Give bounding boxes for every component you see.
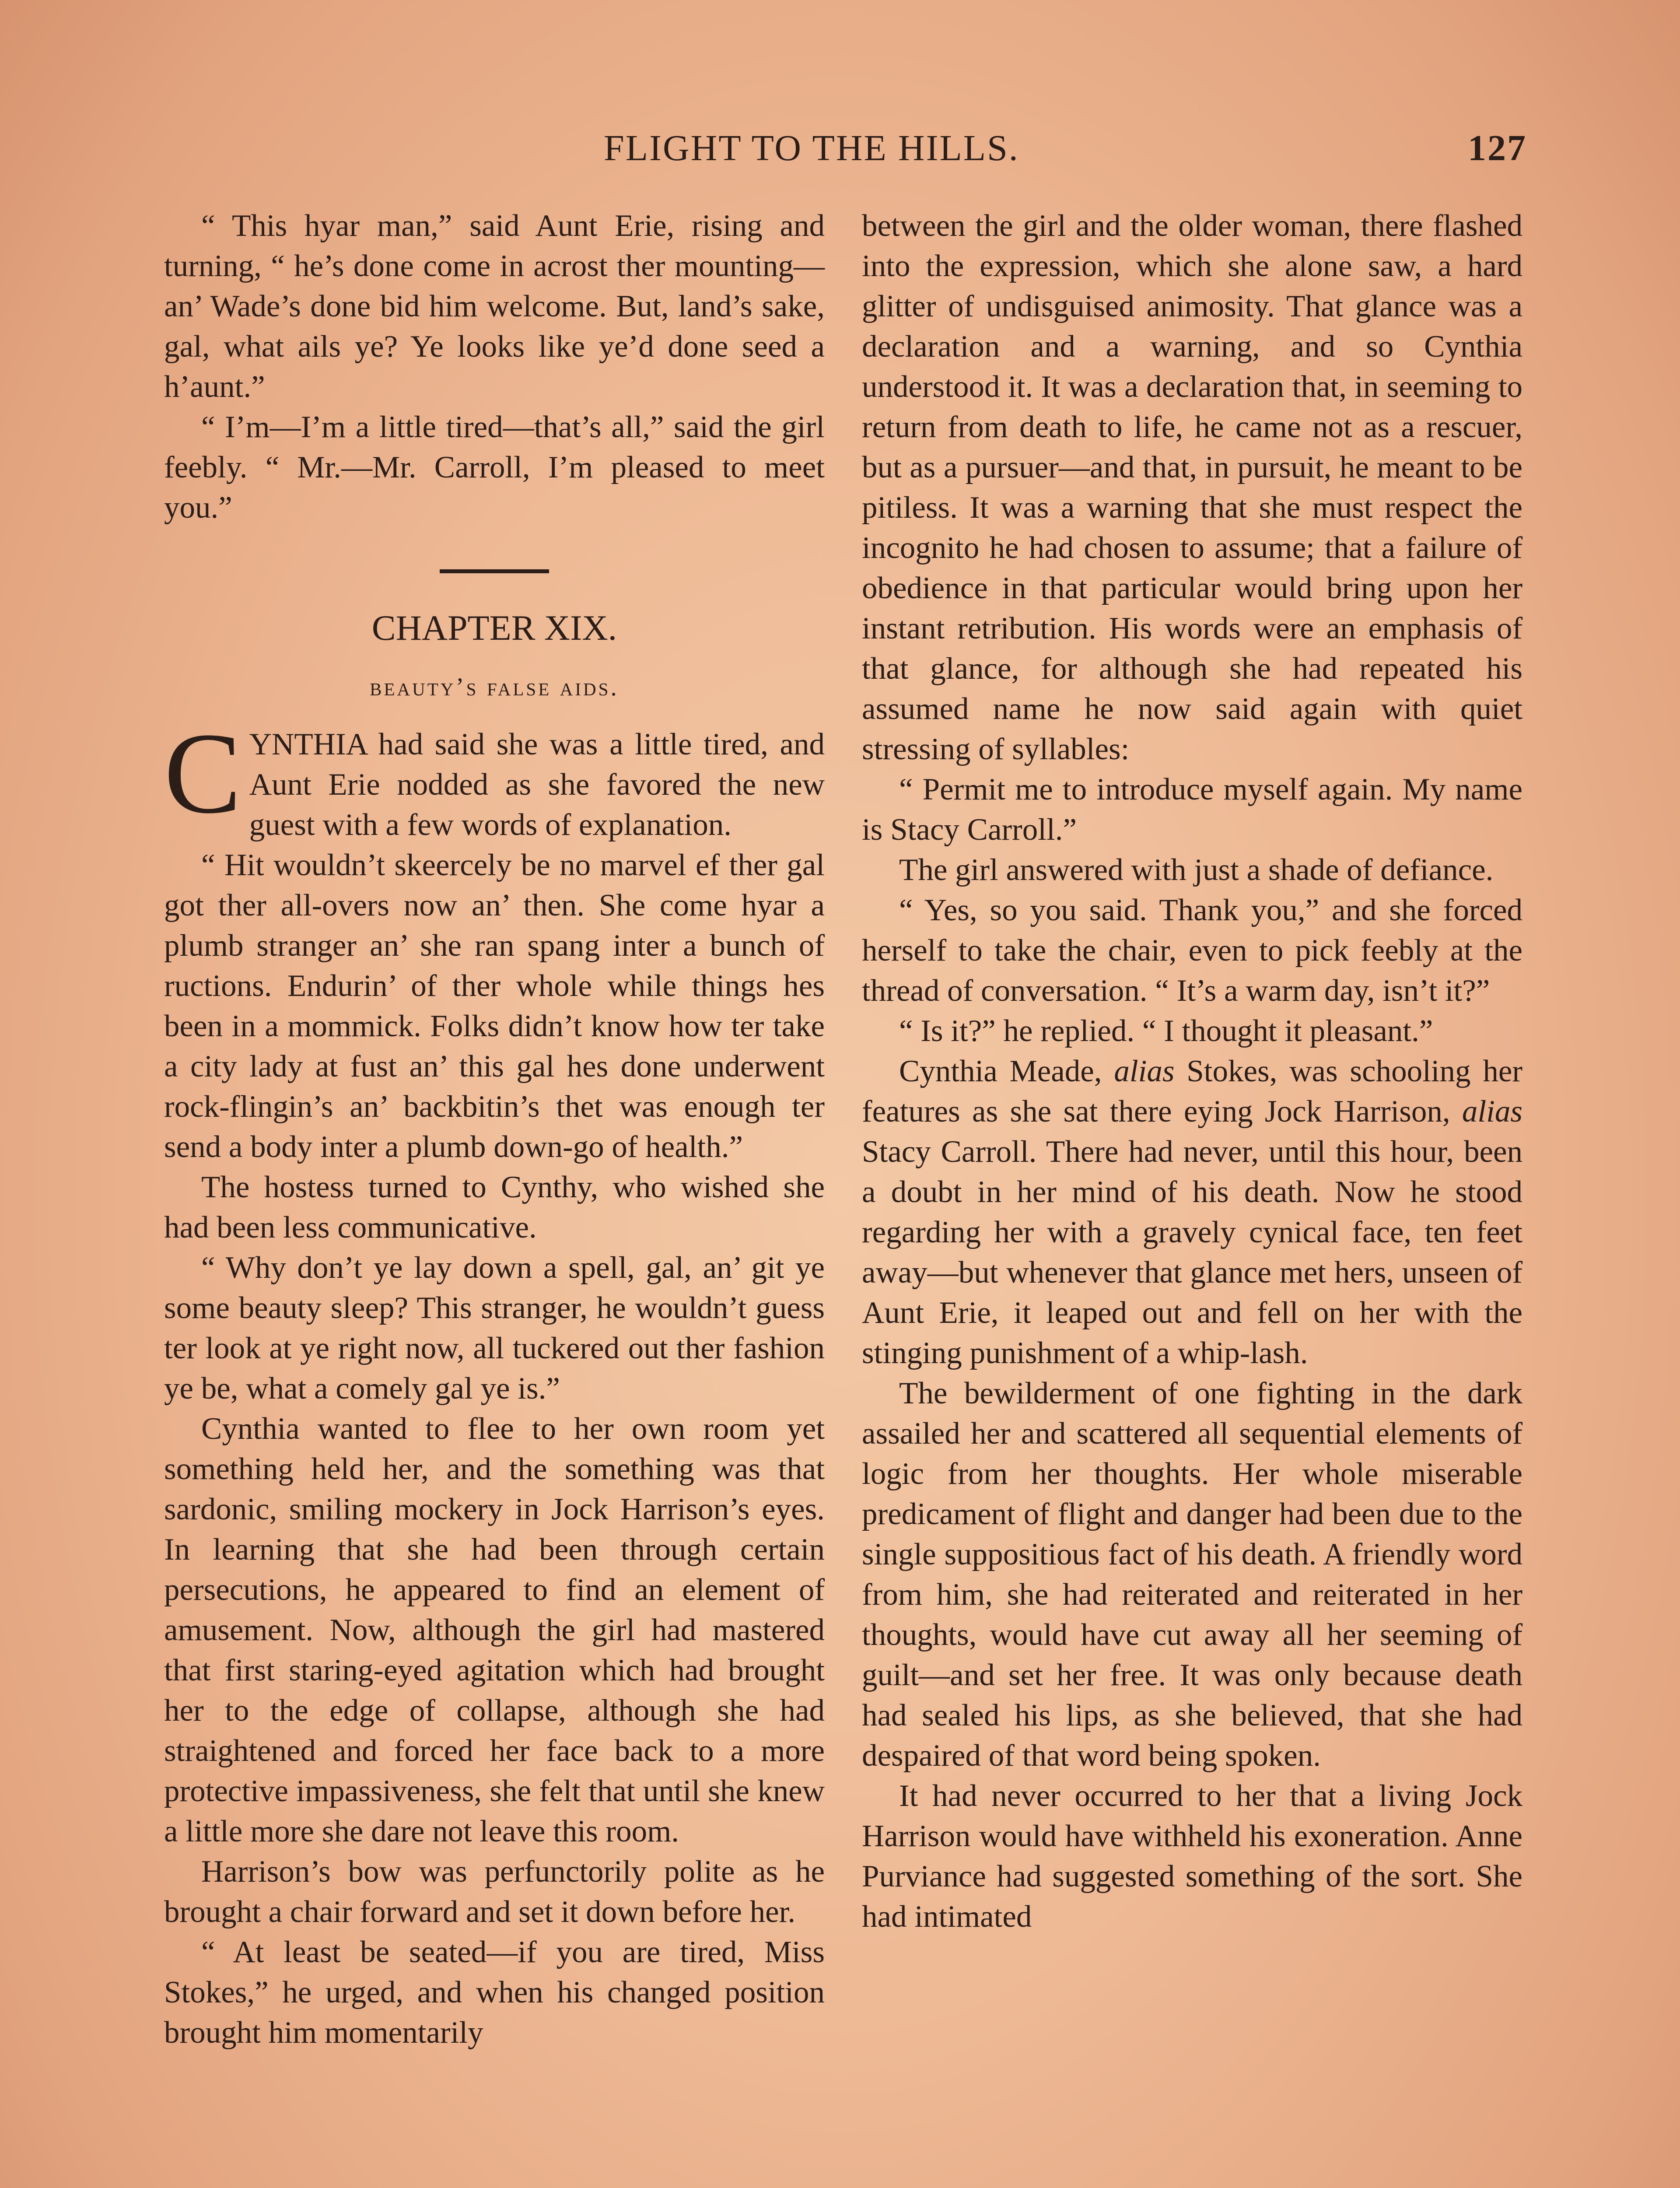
paragraph: It had never occurred to her that a living Jock Harrison would have withheld his exoneration. Anne Purviance had suggested something of the sort. She had intimated	[862, 1779, 1522, 1934]
paragraph: “ At least be seated—if you are tired, Miss Stokes,” he urged, and when his changed position brought him momentarily	[164, 1935, 825, 2050]
paragraph: Harrison’s bow was perfunctorily polite as he brought a chair forward and set it down before her.	[164, 1855, 825, 1929]
paragraph: between the girl and the older woman, there flashed into the expression, which she alone saw, a hard glitter of undisguised animosity. That glance was a declaration and a warning, and so Cynthia understood it. It was a declaration that, in seeming to return from death to life, he came not as a rescuer, but as a pursuer—and that, in pursuit, he meant to be pitiless. It was a warning that she must respect the incognito he had chosen to assume; that a failure of obedience in that particular would bring upon her instant retribution. His words were an emphasis of that glance, for although she had repeated his assumed name he now said again with quiet stressing of syllables:	[862, 209, 1522, 766]
left-column	[164, 206, 825, 2053]
italic-text: alias	[1462, 1094, 1522, 1129]
drop-cap: C	[164, 709, 242, 838]
text-run: Cynthia Meade,	[899, 1054, 1114, 1088]
paragraph	[862, 1051, 1522, 1373]
paragraph: “ Why don’t ye lay down a spell, gal, an’ git ye some beauty sleep? This stranger, he wouldn’t guess ter look at ye right now, all tuckered out ther fashion ye be, what a comely gal ye is.”	[164, 1251, 825, 1406]
paragraph: “ This hyar man,” said Aunt Erie, rising and turning, “ he’s done come in acrost ther mounting—an’ Wade’s done bid him welcome. But, land’s sake, gal, what ails ye? Ye looks like ye’d done seed a h’aunt.”	[164, 209, 825, 404]
text-run: Stacy Carroll. There had never, until this hour, been a doubt in her mind of his death. Now he stood regarding her with a gravely cynical face, ten feet away—but whenever that glance met hers, unseen of Aunt Erie, it leaped out and fell on her with the stinging punishment of a whip-lash.	[862, 1135, 1522, 1370]
opening-text: YNTHIA had said she was a little tired, and Aunt Erie nodded as she favored the new guest with a few words of explanation.	[249, 727, 825, 842]
page-number: 127	[1468, 128, 1527, 168]
paragraph: “ I’m—I’m a little tired—that’s all,” said the girl feebly. “ Mr.—Mr. Carroll, I’m pleased to meet you.”	[164, 410, 825, 525]
chapter-title: CHAPTER XIX.	[371, 608, 617, 648]
paragraph: “ Is it?” he replied. “ I thought it pleasant.”	[899, 1014, 1433, 1048]
italic-text: alias	[1114, 1054, 1175, 1088]
running-title: FLIGHT TO THE HILLS.	[604, 128, 1019, 168]
section-divider	[440, 569, 549, 573]
paragraph: “ Permit me to introduce myself again. My name is Stacy Carroll.”	[862, 772, 1522, 847]
paragraph: “ Yes, so you said. Thank you,” and she forced herself to take the chair, even to pick feebly at the thread of conversation. “ It’s a warm day, isn’t it?”	[862, 893, 1522, 1008]
paragraph: The bewilderment of one fighting in the dark assailed her and scattered all sequential elements of logic from her thoughts. Her whole miserable predicament of flight and danger had been due to the single suppositious fact of his death. A friendly word from him, she had reiterated and reiterated in her thoughts, would have cut away all her seeming of guilt—and set her free. It was only because death had sealed his lips, as she believed, that she had despaired of that word being spoken.	[862, 1376, 1522, 1773]
right-column	[862, 206, 1522, 1937]
opening-paragraph	[164, 709, 825, 845]
paragraph: The hostess turned to Cynthy, who wished she had been less communicative.	[164, 1170, 825, 1245]
chapter-subtitle: beauty’s false aids.	[370, 673, 619, 701]
text-run: Stokes, was schooling her features as she sat there eying Jock Harrison,	[862, 1054, 1522, 1129]
paragraph: Cynthia wanted to flee to her own room yet something held her, and the something was that sardonic, smiling mockery in Jock Harrison’s eyes. In learning that she had been through certain persecutions, he appeared to find an element of amusement. Now, although the girl had mastered that first staring-eyed agitation which had brought her to the edge of collapse, although she had straightened and forced her face back to a more protective impassiveness, she felt that until she knew a little more she dare not leave this room.	[164, 1412, 825, 1848]
paragraph: The girl answered with just a shade of defiance.	[899, 853, 1494, 887]
paragraph: “ Hit wouldn’t skeercely be no marvel ef ther gal got ther all-overs now an’ then. She come hyar a plumb stranger an’ she ran spang inter a bunch of ructions. Endurin’ of ther whole while things hes been in a mommick. Folks didn’t know how ter take a city lady at fust an’ this gal hes done underwent rock-flingin’s an’ backbitin’s thet was enough ter send a body inter a plumb down-go of health.”	[164, 848, 825, 1164]
